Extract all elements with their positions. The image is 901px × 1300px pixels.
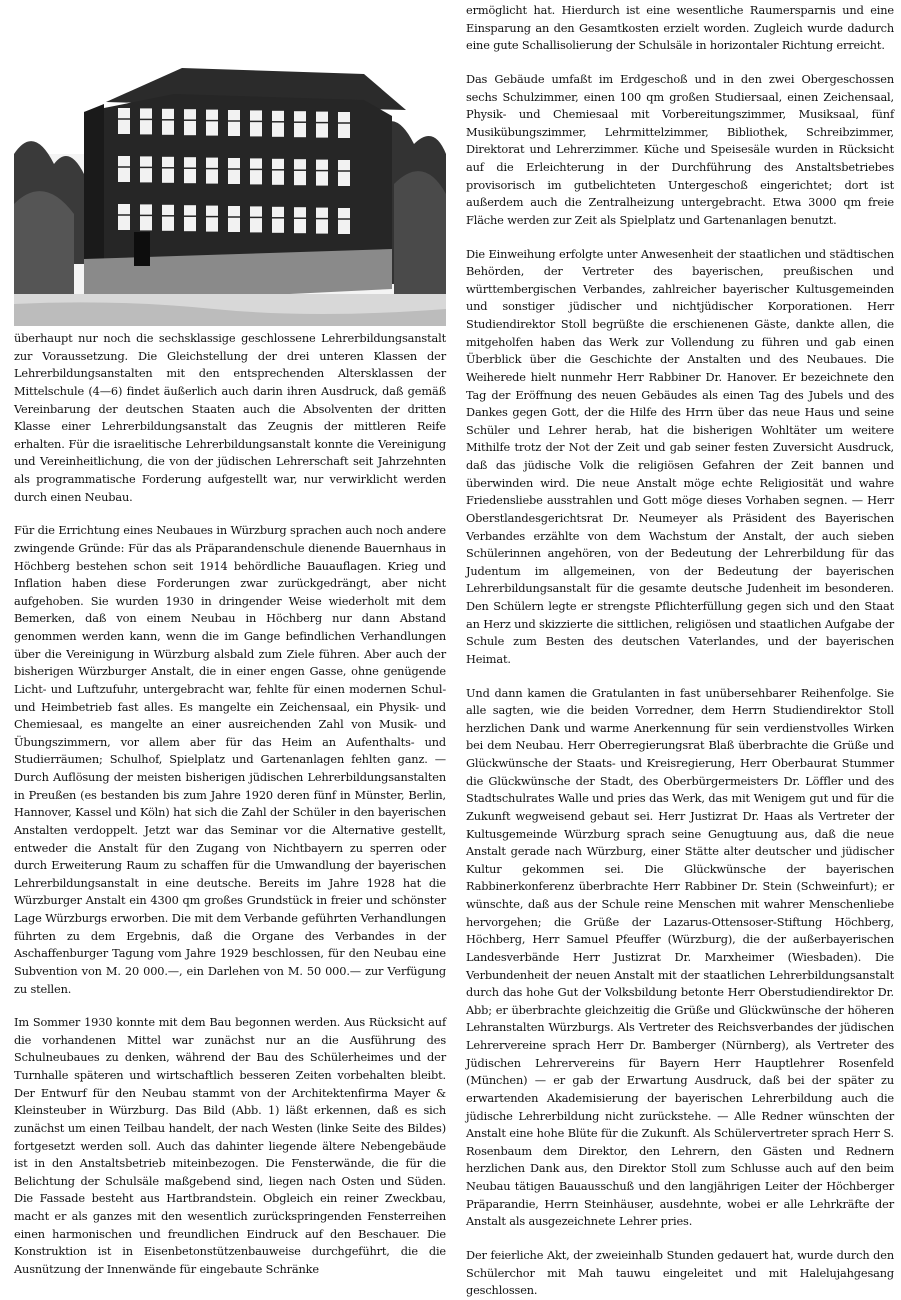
building-window xyxy=(316,160,328,186)
building-window xyxy=(272,111,284,137)
paragraph: Für die Errichtung eines Neubaues in Würzburg sprachen auch noch andere zwingende Gründe: Für das als Präparandenschule dienende Bauernhaus in Höchberg bestehen schon seit 1914 behördliche Bauauflagen. Krieg und Inflation haben diese Forderungen zwar zurückgedrängt, aber nicht aufgehoben. Sie wurden 1930 in dringender Weise wiederholt mit dem Bemerken, daß von einem Neubau in Höchberg nur dann Abstand genommen werden kann, wenn die im Gange befindlichen Verhandlungen über die Vereinigung in Würzburg alsbald zum Ziele führen. Aber auch der bisherigen Würzburger Anstalt, die in einer engen Gasse, ohne genügende Licht- und Luftzufuhr, untergebracht war, fehlte für einen modernen Schul- und Heimbetrieb fast alles. Es mangelte ein Zeichensaal, ein Physik- und Chemiesaal, es mangelte an einer ausreichenden Zahl von Musik- und Übungszimmern, vor allem aber für das Heim an Aufenthalts- und Studierräumen; Schulhof, Spielplatz und Gartenanlagen fehlten ganz. — Durch Auflösung der meisten bisherigen jüdischen Lehrerbildungsanstalten in Preußen (es bestanden bis zum Jahre 1920 deren fünf in Münster, Berlin, Hannover, Kassel und Köln) hat sich die Zahl der Schüler in den bayerischen Anstalten verdoppelt. Jetzt war das Seminar vor die Alternative gestellt, entweder die Anstalt für den Zugang von Nichtbayern zu sperren oder durch Erweiterung Raum zu schaffen für die Umwandlung der bayerischen Lehrerbildungsanstalt in eine deutsche. Bereits im Jahre 1928 hat die Würzburger Anstalt ein 4300 qm großes Grundstück in freier und schönster Lage Würzburgs erworben. Die mit dem Verbande geführten Verhandlungen führten zu dem Ergebnis, daß die Organe des Verbandes in der Aschaffenburger Tagung vom Jahre 1929 beschlossen, für den Neubau eine Subvention von M. 20 000.—, ein Darlehen von M. 50 000.— zur Verfügung zu stellen. xyxy=(14,523,446,996)
building-window xyxy=(294,159,306,185)
building-window xyxy=(118,204,130,230)
building-window xyxy=(140,156,152,182)
building-window xyxy=(228,158,240,184)
building-window xyxy=(250,206,262,232)
paragraph: Und dann kamen die Gratulanten in fast unübersehbarer Reihenfolge. Sie alle sagten, wie die beiden Vorredner, dem Herrn Studiendirektor Stoll herzlichen Dank und warme Anerkennung für sein verdienstvolles Wirken bei dem Neubau. Herr Oberregierungsrat Blaß überbrachte die Grüße und Glückwünsche der Staats- und Kreisregierung, Herr Oberbaurat Stummer die Glückwünsche der Stadt, des Oberbürgermeisters Dr. Löffler und des Stadtschulrates Walle und pries das Werk, das mit Wenigem gut und für die Zukunft wegweisend gebaut sei. Herr Justizrat Dr. Haas als Vertreter der Kultusgemeinde Würzburg sprach seine Genugtuung aus, daß die neue Anstalt gerade nach Würzburg, einer Stätte alter deutscher und jüdischer Kultur gekommen sei. Die Glückwünsche der bayerischen Rabbinerkonferenz überbrachte Herr Rabbiner Dr. Stein (Schweinfurt); er wünschte, daß aus der Schule reine Menschen mit wahrer Menschenliebe hervorgehen; die Grüße der Lazarus-Ottensoser-Stiftung Höchberg, Höchberg, Herr Samuel Pfeuffer (Würzburg), die der außerbayerischen Landesverbände Herr Justizrat Dr. Marxheimer (Wiesbaden). Die Verbundenheit der neuen Anstalt mit der staatlichen Lehrerbildungsanstalt durch das hohe Gut der Volksbildung betonte Herr Oberstudiendirektor Dr. Abb; er überbrachte gleichzeitig die Grüße und Glückwünsche der höheren Lehranstalten Würzburgs. Als Vertreter des Reichsverbandes der jüdischen Lehrervereine sprach Herr Dr. Bamberger (Nürnberg), als Vertreter des Jüdischen Lehrervereins für Bayern Herr Hauptlehrer Rosenfeld (München) — er gab der Erwartung Ausdruck, daß bei der später zu erwartenden Akademisierung der bayerischen Lehrerbildung auch die jüdische Lehrerbildung nicht zurückstehe. — Alle Redner wünschten der Anstalt eine hohe Blüte für die Zukunft. Als Schülervertreter sprach Herr S. Rosenbaum dem Direktor, den Lehrern, den Gästen und Rednern herzlichen Dank aus, den Direktor Stoll zum Schlusse auch auf den beim Neubau tätigen Bauausschuß und den langjährigen Leiter der Höchberger Präparandie, Herrn Steinhäuser, ausdehnte, wobei er alle Lehrkräfte der Anstalt als ausgezeichnete Lehrer pries. xyxy=(466,685,894,1229)
building-window xyxy=(272,159,284,185)
paragraph: ermöglicht hat. Hierdurch ist eine wesentliche Raumersparnis und eine Einsparung an den Gesamtkosten erzielt worden. Zugleich wurde dadurch eine gute Schallisolierung der Schulsäle in horizontaler Richtung erreicht. xyxy=(466,3,894,53)
building-window xyxy=(140,108,152,134)
paragraph: Im Sommer 1930 konnte mit dem Bau begonnen werden. Aus Rücksicht auf die vorhandenen Mittel war zunächst nur an die Ausführung des Schulneubaues zu denken, während der Bau des Schülerheimes und der Turnhalle späteren und wirtschaftlich besseren Zeiten vorbehalten bleibt. Der Entwurf für den Neubau stammt von der Architektenfirma Mayer & Kleinsteuber in Würzburg. Das Bild (Abb. 1) läßt erkennen, daß es sich zunächst um einen Teilbau handelt, der nach Westen (linke Seite des Bildes) fortgesetzt werden soll. Auch das dahinter liegende ältere Nebengebäude ist in den Anstaltsbetrieb miteinbezogen. Die Fensterwände, die für die Belichtung der Schulsäle maßgebend sind, liegen nach Osten und Süden. Die Fassade besteht aus Hartbrandstein. Obgleich ein reiner Zweckbau, macht er als ganzes mit den wesentlich zurückspringenden Fensterreihen einen harmonischen und freundlichen Eindruck auf den Beschauer. Die Konstruktion ist in Eisenbetonstützenbauweise durchgeführt, die die Ausnützung der Innenwände für eingebaute Schränke xyxy=(14,1015,446,1276)
building-window xyxy=(140,204,152,230)
building-window xyxy=(206,110,218,136)
building-window xyxy=(162,109,174,135)
building-window xyxy=(250,158,262,184)
building-window xyxy=(228,110,240,136)
building-window xyxy=(228,206,240,232)
building-window xyxy=(162,157,174,183)
building-window xyxy=(294,207,306,233)
building-window xyxy=(206,158,218,184)
right-column xyxy=(466,2,894,1300)
paragraph: überhaupt nur noch die sechsklassige geschlossene Lehrerbildungsanstalt zur Voraussetzung. Die Gleichstellung der drei unteren Klassen der Lehrerbildungsanstalten mit den entsprechenden Altersklassen der Mittelschule (4—6) findet äußerlich auch darin ihren Ausdruck, daß gemäß Vereinbarung der deutschen Staaten auch die Absolventen der dritten Klasse einer Lehrerbildungsanstalt das Zeugnis der mittleren Reife erhalten. Für die israelitische Lehrerbildungsanstalt konnte die Vereinigung und Vereinheitlichung, die von der jüdischen Lehrerschaft seit Jahrzehnten als programmatische Forderung aufgestellt war, nur verwirklicht werden durch einen Neubau. xyxy=(14,331,446,504)
building-window xyxy=(338,208,350,234)
building-window xyxy=(316,112,328,138)
building-window xyxy=(118,108,130,134)
building-window xyxy=(162,205,174,231)
school-building-photo xyxy=(14,4,446,326)
building-window xyxy=(206,206,218,232)
building-window xyxy=(338,160,350,186)
paragraph: Der feierliche Akt, der zweieinhalb Stunden gedauert hat, wurde durch den Schülerchor mit Mah tauwu eingeleitet und mit Halelujahgesang geschlossen. xyxy=(466,1247,894,1298)
building-window xyxy=(316,208,328,234)
paragraph: Das Gebäude umfaßt im Erdgeschoß und in den zwei Obergeschossen sechs Schulzimmer, einen 100 qm großen Studiersaal, einen Zeichensaal, Physik- und Chemiesaal mit Vorbereitungszimmer, Musiksaal, fünf Musikübungszimmer, Lehrmittelzimmer, Bibliothek, Schreibzimmer, Direktorat und Lehrerzimmer. Küche und Speisesäle wurden in Rücksicht auf die Erleichterung in der Durchführung des Anstaltsbetriebes provisorisch im gutbelichteten Untergeschoß eingerichtet; dort ist außerdem auch die Zentralheizung untergebracht. Etwa 3000 qm freie Fläche werden zur Zeit als Spielplatz und Gartenanlagen benutzt. xyxy=(466,71,894,227)
left-column xyxy=(14,330,446,1279)
building-window xyxy=(184,109,196,135)
building-window xyxy=(250,110,262,136)
building-window xyxy=(294,111,306,137)
building-window xyxy=(272,207,284,233)
paragraph: Die Einweihung erfolgte unter Anwesenheit der staatlichen und städtischen Behörden, der Vertreter des bayerischen, preußischen und württembergischen Verbandes, zahlreicher bayerischer Kultusgemeinden und sonstiger jüdischer und nichtjüdischer Korporationen. Herr Studiendirektor Stoll begrüßte die erschienenen Gäste, dankte allen, die mitgeholfen haben das Werk zur Vollendung zu führen und gab einen Überblick über die Geschichte der Anstalten und des Neubaues. Die Weiherede hielt nunmehr Herr Rabbiner Dr. Hanover. Er bezeichnete den Tag der Eröffnung des neuen Gebäudes als einen Tag des Jubels und des Dankes gegen Gott, der die Hilfe des Hrrn über das neue Haus und seine Schüler und Lehrer herab, hat die bisherigen Wohltäter um weitere Mithilfe trotz der Not der Zeit und gab seiner festen Zuversicht Ausdruck, daß das jüdische Volk die religiösen Gefahren der Zeit bannen und überwinden wird. Die neue Anstalt möge echte Religiosität und wahre Friedensliebe ausstrahlen und Gott möge dieses Vorhaben segnen. — Herr Oberstlandesgerichtsrat Dr. Neumeyer als Präsident des Bayerischen Verbandes erzählte von dem Wachstum der Anstalt, der auch sieben Schülerinnen angehören, von der Bedeutung der Lehrerbildung für das Judentum im allgemeinen, von der Bedeutung der bayerischen Lehrerbildungsanstalt für die gesamte deutsche Judenheit im besonderen. Den Schülern legte er strengste Pflichterfüllung gegen sich und den Staat an Herz und skizzierte die sittlichen, religiösen und staatlichen Aufgabe der Schule zum Besten des deutschen Vaterlandes, und der bayerischen Heimat. xyxy=(466,246,894,666)
building-window xyxy=(184,205,196,231)
building-window xyxy=(184,157,196,183)
building-window xyxy=(338,112,350,138)
building-window xyxy=(118,156,130,182)
